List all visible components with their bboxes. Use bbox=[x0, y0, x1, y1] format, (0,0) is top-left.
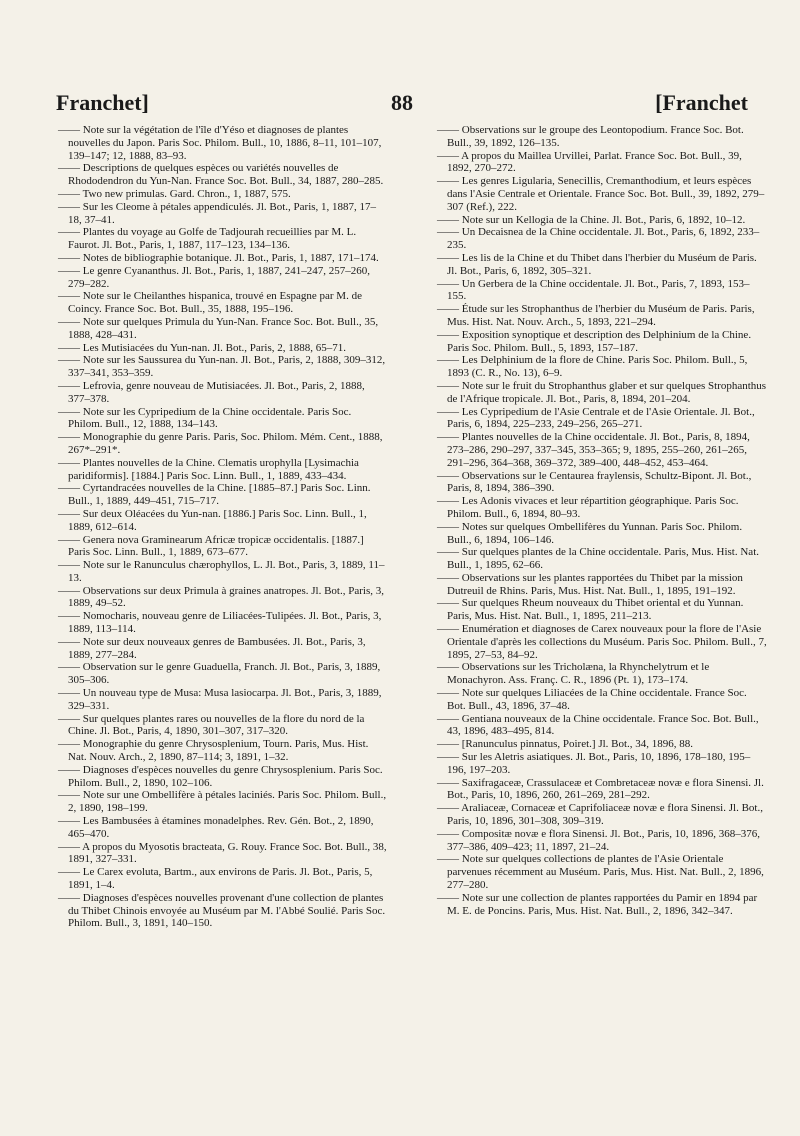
left-column bbox=[58, 124, 388, 930]
bibliography-entry: —— Plantes nouvelles de la Chine occidentale. Jl. Bot., Paris, 8, 1894, 273–286, 290–297, 337–345, 353–365; 9, 1895, 255–260, 261–265, 291–296, 364–368, 369–372, 389–400, 448–452, 453–464. bbox=[437, 431, 767, 469]
bibliography-entry: —— Saxifragaceæ, Crassulaceæ et Combretaceæ novæ e flora Sinensi. Jl. Bot., Paris, 10, 1896, 260, 261–269, 281–292. bbox=[437, 777, 767, 803]
bibliography-entry: —— Note sur une Ombellifère à pétales laciniés. Paris Soc. Philom. Bull., 2, 1890, 198–199. bbox=[58, 789, 388, 815]
bibliography-entry: —— Sur deux Oléacées du Yun-nan. [1886.] Paris Soc. Linn. Bull., 1, 1889, 612–614. bbox=[58, 508, 388, 534]
right-column bbox=[437, 124, 767, 917]
bibliography-entry: —— Note sur le Ranunculus chærophyllos, L. Jl. Bot., Paris, 3, 1889, 11–13. bbox=[58, 559, 388, 585]
bibliography-entry: —— Observations sur le Centaurea fraylensis, Schultz-Bipont. Jl. Bot., Paris, 8, 1894, 386–390. bbox=[437, 470, 767, 496]
bibliography-entry: —— Les Delphinium de la flore de Chine. Paris Soc. Philom. Bull., 5, 1893 (C. R., No. 13), 6–9. bbox=[437, 354, 767, 380]
bibliography-entry: —— A propos du Maillea Urvillei, Parlat. France Soc. Bot. Bull., 39, 1892, 270–272. bbox=[437, 150, 767, 176]
bibliography-entry: —— Les genres Ligularia, Senecillis, Cremanthodium, et leurs espèces dans l'Asie Centrale et Orientale. France Soc. Bot. Bull., 39, 1892, 279–307 (Ref.), 222. bbox=[437, 175, 767, 213]
bibliography-entry: —— Gentiana nouveaux de la Chine occidentale. France Soc. Bot. Bull., 43, 1896, 483–495, 814. bbox=[437, 713, 767, 739]
bibliography-entry: —— Le genre Cyananthus. Jl. Bot., Paris, 1, 1887, 241–247, 257–260, 279–282. bbox=[58, 265, 388, 291]
bibliography-entry: —— Sur les Aletris asiatiques. Jl. Bot., Paris, 10, 1896, 178–180, 195–196, 197–203. bbox=[437, 751, 767, 777]
bibliography-entry: —— Note sur les Saussurea du Yun-nan. Jl. Bot., Paris, 2, 1888, 309–312, 337–341, 353–359. bbox=[58, 354, 388, 380]
bibliography-entry: —— Two new primulas. Gard. Chron., 1, 1887, 575. bbox=[58, 188, 388, 201]
bibliography-entry: —— Notes sur quelques Ombellifères du Yunnan. Paris Soc. Philom. Bull., 6, 1894, 106–146. bbox=[437, 521, 767, 547]
bibliography-entry: —— Observations sur le groupe des Leontopodium. France Soc. Bot. Bull., 39, 1892, 126–135. bbox=[437, 124, 767, 150]
bibliography-entry: —— Un Decaisnea de la Chine occidentale. Jl. Bot., Paris, 6, 1892, 233–235. bbox=[437, 226, 767, 252]
bibliography-entry: —— Note sur le Cheilanthes hispanica, trouvé en Espagne par M. de Coincy. France Soc. Bot. Bull., 35, 1888, 195–196. bbox=[58, 290, 388, 316]
bibliography-entry: —— Cyrtandracées nouvelles de la Chine. [1885–87.] Paris Soc. Linn. Bull., 1, 1889, 449–451, 715–717. bbox=[58, 482, 388, 508]
header-author-right: [Franchet bbox=[655, 90, 748, 115]
bibliography-entry: —— Nomocharis, nouveau genre de Liliacées-Tulipées. Jl. Bot., Paris, 3, 1889, 113–114. bbox=[58, 610, 388, 636]
bibliography-entry: —— Observations sur les plantes rapportées du Thibet par la mission Dutreuil de Rhins. Paris, Mus. Hist. Nat. Bull., 1, 1895, 191–192. bbox=[437, 572, 767, 598]
bibliography-entry: —— Étude sur les Strophanthus de l'herbier du Muséum de Paris. Paris, Mus. Hist. Nat. Nouv. Arch., 5, 1893, 221–294. bbox=[437, 303, 767, 329]
bibliography-entry: —— Note sur la végétation de l'île d'Yéso et diagnoses de plantes nouvelles du Japon. Paris Soc. Philom. Bull., 10, 1886, 8–11, 101–107, 139–147; 12, 1888, 83–93. bbox=[58, 124, 388, 162]
bibliography-entry: —— Les Bambusées à étamines monadelphes. Rev. Gén. Bot., 2, 1890, 465–470. bbox=[58, 815, 388, 841]
bibliography-entry: —— Sur quelques plantes de la Chine occidentale. Paris, Mus. Hist. Nat. Bull., 1, 1895, 62–66. bbox=[437, 546, 767, 572]
bibliography-entry: —— Plantes nouvelles de la Chine. Clematis urophylla [Lysimachia paridiformis]. [1884.] Paris Soc. Linn. Bull., 1, 1889, 433–434. bbox=[58, 457, 388, 483]
bibliography-entry: —— Note sur le fruit du Strophanthus glaber et sur quelques Strophanthus de l'Afrique tropicale. Jl. Bot., Paris, 8, 1894, 201–204. bbox=[437, 380, 767, 406]
bibliography-entry: —— Un nouveau type de Musa: Musa lasiocarpa. Jl. Bot., Paris, 3, 1889, 329–331. bbox=[58, 687, 388, 713]
bibliography-entry: —— Note sur quelques Liliacées de la Chine occidentale. France Soc. Bot. Bull., 43, 1896, 37–48. bbox=[437, 687, 767, 713]
bibliography-entry: —— Note sur une collection de plantes rapportées du Pamir en 1894 par M. E. de Poncins. Paris, Mus. Hist. Nat. Bull., 2, 1896, 342–347. bbox=[437, 892, 767, 918]
bibliography-entry: —— Genera nova Graminearum Africæ tropicæ occidentalis. [1887.] Paris Soc. Linn. Bull., 1, 1889, 673–677. bbox=[58, 534, 388, 560]
bibliography-entry: —— Observations sur deux Primula à graines anatropes. Jl. Bot., Paris, 3, 1889, 49–52. bbox=[58, 585, 388, 611]
bibliography-entry: —— Lefrovia, genre nouveau de Mutisiacées. Jl. Bot., Paris, 2, 1888, 377–378. bbox=[58, 380, 388, 406]
bibliography-entry: —— Diagnoses d'espèces nouvelles du genre Chrysosplenium. Paris Soc. Philom. Bull., 2, 1890, 102–106. bbox=[58, 764, 388, 790]
bibliography-entry: —— Note sur quelques Primula du Yun-Nan. France Soc. Bot. Bull., 35, 1888, 428–431. bbox=[58, 316, 388, 342]
bibliography-entry: —— Sur les Cleome à pétales appendiculés. Jl. Bot., Paris, 1, 1887, 17–18, 37–41. bbox=[58, 201, 388, 227]
bibliography-entry: —— Observation sur le genre Guaduella, Franch. Jl. Bot., Paris, 3, 1889, 305–306. bbox=[58, 661, 388, 687]
bibliography-entry: —— Monographie du genre Paris. Paris, Soc. Philom. Mém. Cent., 1888, 267*–291*. bbox=[58, 431, 388, 457]
bibliography-entry: —— Un Gerbera de la Chine occidentale. Jl. Bot., Paris, 7, 1893, 153–155. bbox=[437, 278, 767, 304]
bibliography-entry: —— Note sur deux nouveaux genres de Bambusées. Jl. Bot., Paris, 3, 1889, 277–284. bbox=[58, 636, 388, 662]
bibliography-entry: —— Les Cypripedium de l'Asie Centrale et de l'Asie Orientale. Jl. Bot., Paris, 6, 1894, 225–233, 249–256, 265–271. bbox=[437, 406, 767, 432]
bibliography-entry: —— [Ranunculus pinnatus, Poiret.] Jl. Bot., 34, 1896, 88. bbox=[437, 738, 767, 751]
bibliography-entry: —— Note sur les Cypripedium de la Chine occidentale. Paris Soc. Philom. Bull., 12, 1888, 134–143. bbox=[58, 406, 388, 432]
page-number: 88 bbox=[391, 90, 413, 115]
bibliography-entry: —— Les lis de la Chine et du Thibet dans l'herbier du Muséum de Paris. Jl. Bot., Paris, 6, 1892, 305–321. bbox=[437, 252, 767, 278]
bibliography-entry: —— Notes de bibliographie botanique. Jl. Bot., Paris, 1, 1887, 171–174. bbox=[58, 252, 388, 265]
bibliography-entry: —— Diagnoses d'espèces nouvelles provenant d'une collection de plantes du Thibet Chinois envoyée au Muséum par M. l'Abbé Soulié. Paris Soc. Philom. Bull., 3, 1891, 140–150. bbox=[58, 892, 388, 930]
header-author: Franchet] bbox=[56, 90, 149, 115]
bibliography-entry: —— Note sur quelques collections de plantes de l'Asie Orientale parvenues récemment au Muséum. Paris, Mus. Hist. Nat. Bull., 2, 1896, 277–280. bbox=[437, 853, 767, 891]
bibliography-entry: —— Araliaceæ, Cornaceæ et Caprifoliaceæ novæ e flora Sinensi. Jl. Bot., Paris, 10, 1896, 301–308, 309–319. bbox=[437, 802, 767, 828]
bibliography-entry: —— Enumération et diagnoses de Carex nouveaux pour la flore de l'Asie Orientale d'après les collections du Muséum. Paris Soc. Philom. Bull., 7, 1895, 27–53, 84–92. bbox=[437, 623, 767, 661]
bibliography-entry: —— Les Mutisiacées du Yun-nan. Jl. Bot., Paris, 2, 1888, 65–71. bbox=[58, 342, 388, 355]
bibliography-entry: —— Note sur un Kellogia de la Chine. Jl. Bot., Paris, 6, 1892, 10–12. bbox=[437, 214, 767, 227]
bibliography-entry: —— Descriptions de quelques espèces ou variétés nouvelles de Rhododendron du Yun-Nan. France Soc. Bot. Bull., 34, 1887, 280–285. bbox=[58, 162, 388, 188]
bibliography-entry: —— Les Adonis vivaces et leur répartition géographique. Paris Soc. Philom. Bull., 6, 1894, 80–93. bbox=[437, 495, 767, 521]
page-header bbox=[56, 90, 748, 118]
bibliography-entry: —— Sur quelques plantes rares ou nouvelles de la flore du nord de la Chine. Jl. Bot., Paris, 4, 1890, 301–307, 317–320. bbox=[58, 713, 388, 739]
bibliography-entry: —— Observations sur les Tricholæna, la Rhynchelytrum et le Monachyron. Ass. Franç. C. R., 1896 (Pt. 1), 173–174. bbox=[437, 661, 767, 687]
bibliography-entry: —— Plantes du voyage au Golfe de Tadjourah recueillies par M. L. Faurot. Jl. Bot., Paris, 1, 1887, 117–123, 134–136. bbox=[58, 226, 388, 252]
bibliography-entry: —— Compositæ novæ e flora Sinensi. Jl. Bot., Paris, 10, 1896, 368–376, 377–386, 409–423; 11, 1897, 21–24. bbox=[437, 828, 767, 854]
bibliography-entry: —— Le Carex evoluta, Bartm., aux environs de Paris. Jl. Bot., Paris, 5, 1891, 1–4. bbox=[58, 866, 388, 892]
bibliography-entry: —— Exposition synoptique et description des Delphinium de la Chine. Paris Soc. Philom. Bull., 5, 1893, 157–187. bbox=[437, 329, 767, 355]
bibliography-entry: —— Sur quelques Rheum nouveaux du Thibet oriental et du Yunnan. Paris, Mus. Hist. Nat. Bull., 1, 1895, 211–213. bbox=[437, 597, 767, 623]
bibliography-entry: —— A propos du Myosotis bracteata, G. Rouy. France Soc. Bot. Bull., 38, 1891, 327–331. bbox=[58, 841, 388, 867]
bibliography-entry: —— Monographie du genre Chrysosplenium, Tourn. Paris, Mus. Hist. Nat. Nouv. Arch., 2, 1890, 87–114; 3, 1891, 1–32. bbox=[58, 738, 388, 764]
